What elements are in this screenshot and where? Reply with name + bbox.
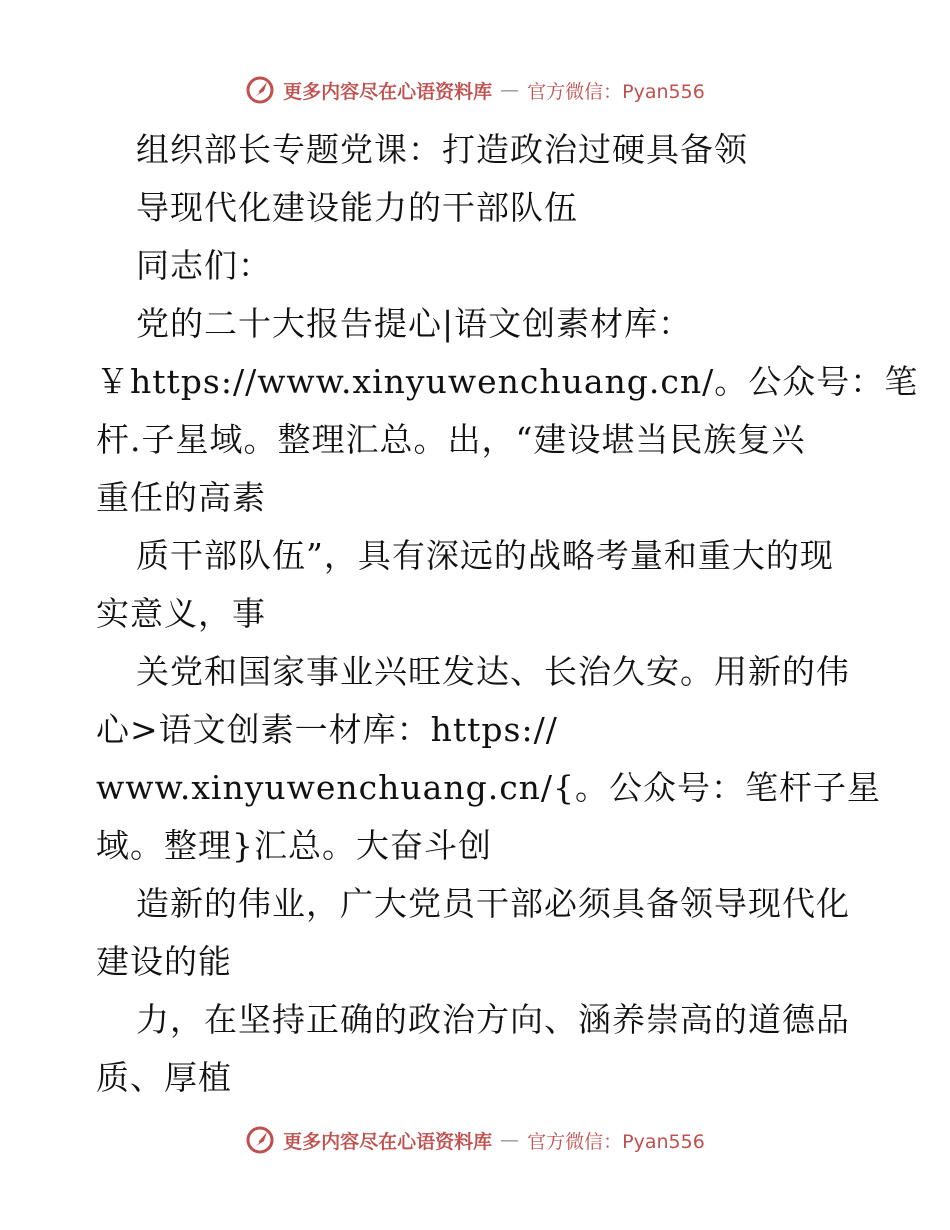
watermark-brand: 更多内容尽在心语资料库 [283, 80, 493, 103]
paragraph-line: 域。整理}汇总。大奋斗创 [96, 826, 492, 865]
watermark-separator: — [500, 79, 520, 101]
paragraph-line: www.xinyuwenchuang.cn/{。公众号：笔杆子星 [96, 768, 882, 807]
footer-watermark [0, 1120, 950, 1160]
document-body [96, 121, 919, 1107]
paragraph-line: 建设的能 [96, 942, 232, 981]
paragraph-line: 质、厚植 [96, 1058, 232, 1097]
paragraph-line: 杆.子星域。整理汇总。出，“建设堪当民族复兴 [96, 420, 806, 459]
paragraph-line: 心>语文创素一材库：https:// [96, 710, 558, 749]
salutation: 同志们： [136, 246, 272, 285]
paragraph-line: 党的二十大报告提心|语文创素材库： [136, 304, 693, 343]
paragraph-line: 造新的伟业，广大党员干部必须具备领导现代化 [136, 884, 850, 923]
watermark-contact: 官方微信：Pyan556 [527, 80, 705, 103]
document-title-line-2: 导现代化建设能力的干部队伍 [136, 188, 578, 227]
paragraph-line: 重任的高素 [96, 478, 266, 517]
feather-pen-circle-icon [245, 75, 275, 105]
paragraph-line: 质干部队伍”，具有深远的战略考量和重大的现 [136, 536, 834, 575]
paragraph-line: 实意义，事 [96, 594, 266, 633]
document-title-line-1: 组织部长专题党课：打造政治过硬具备领 [136, 130, 748, 169]
watermark-separator: — [500, 1129, 520, 1151]
paragraph-line: ￥https://www.xinyuwenchuang.cn/。公众号：笔 [96, 362, 919, 401]
header-watermark [0, 70, 950, 110]
paragraph-line: 力，在坚持正确的政治方向、涵养崇高的道德品 [136, 1000, 850, 1039]
watermark-brand: 更多内容尽在心语资料库 [283, 1130, 493, 1153]
watermark-contact: 官方微信：Pyan556 [527, 1130, 705, 1153]
feather-pen-circle-icon [245, 1125, 275, 1155]
paragraph-line: 关党和国家事业兴旺发达、长治久安。用新的伟 [136, 652, 850, 691]
